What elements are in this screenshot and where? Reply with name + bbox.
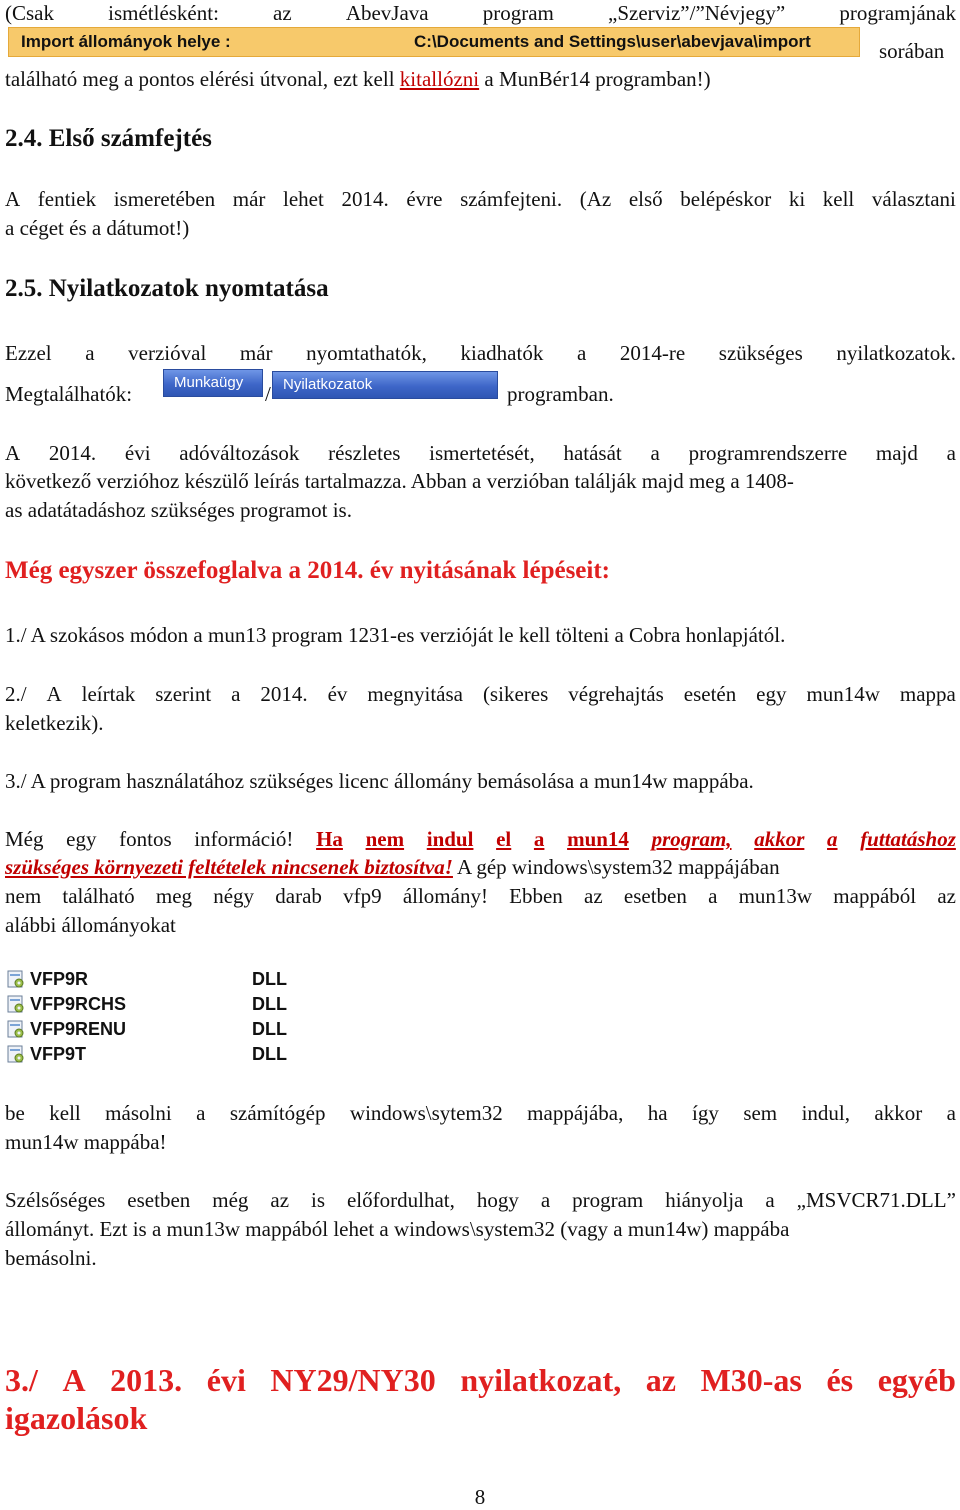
word: ismétlésként: [108, 1, 219, 25]
word: számítógép [229, 1101, 326, 1125]
word: vfp9 [343, 884, 382, 908]
word: A [5, 441, 21, 465]
word: „MSVCR71.DLL” [796, 1188, 956, 1212]
summary-heading: Még egyszer összefoglalva a 2014. év nyitásának lépéseit: [5, 557, 610, 584]
word: másolni [105, 1101, 172, 1125]
kitallozni-link[interactable]: kitallózni [399, 67, 480, 91]
word: is [311, 1188, 326, 1212]
word: szerint [155, 682, 212, 706]
word: szükséges [718, 341, 803, 365]
word: program [572, 1188, 644, 1212]
word: kell [49, 1101, 81, 1125]
dll-file-icon [6, 969, 26, 989]
important-line-2 [5, 854, 780, 880]
word: indul, [801, 1101, 850, 1125]
word: verzióval [128, 341, 207, 365]
link-word[interactable]: indul [426, 827, 474, 851]
word: számfejteni. [460, 187, 563, 211]
word: már [232, 187, 266, 211]
dll-file-icon [6, 1044, 26, 1064]
intro-line-1 [5, 0, 956, 26]
dll-file-icon [6, 1019, 26, 1039]
s24-line-2: a céget és a dátumot!) [5, 216, 190, 240]
word: található [62, 884, 135, 908]
word: 2014. [48, 441, 97, 465]
para1-line-1 [5, 440, 956, 466]
extreme-line-2: állományt. Ezt is a mun13w mappából lehet a windows\system32 (vagy a mun14w) mappába [5, 1217, 790, 1241]
word: a [765, 1188, 775, 1212]
nyilatkozatok-button[interactable]: Nyilatkozatok [272, 371, 498, 399]
file-ext: DLL [252, 994, 287, 1014]
word: Ezzel [5, 341, 52, 365]
file-ext: DLL [252, 969, 287, 989]
intro-line-3 [5, 66, 711, 92]
word: a [946, 1101, 956, 1125]
word: az [645, 1362, 676, 1398]
word: nyilatkozatok. [836, 341, 956, 365]
word: AbevJava [345, 1, 429, 25]
word: „Szerviz”/”Névjegy” [608, 1, 786, 25]
word: a [576, 341, 587, 365]
word: 2014-re [619, 341, 686, 365]
intro-line3-after: a MunBér14 programban!) [479, 67, 711, 91]
file-name: VFP9RENU [30, 1019, 127, 1039]
section-3-heading-line-1 [5, 1361, 956, 1399]
word: az [273, 1, 292, 25]
word: a [708, 884, 718, 908]
word: választani [871, 187, 956, 211]
important-line-4: alábbi állományokat [5, 913, 176, 937]
file-name: VFP9RCHS [30, 994, 127, 1014]
import-label: Import állományok helye : [21, 32, 231, 51]
word: fontos [119, 827, 172, 851]
word: a [231, 682, 241, 706]
word: windows\sytem32 [349, 1101, 503, 1125]
file-row[interactable] [6, 1017, 306, 1042]
word: kell [822, 187, 855, 211]
file-ext: DLL [252, 1019, 287, 1039]
after-files-line-2: mun14w mappába! [5, 1130, 167, 1154]
word: (Az [579, 187, 612, 211]
word: az [270, 1188, 290, 1212]
link-word[interactable]: program, [651, 827, 732, 851]
link-word[interactable]: a [827, 827, 838, 851]
word: első [628, 187, 663, 211]
word: egy [66, 827, 97, 851]
word: meg [155, 884, 193, 908]
word: esetben [623, 884, 687, 908]
para1-line-3: as adatátadáshoz szükséges programot is. [5, 498, 352, 522]
word: Szélsőséges [5, 1188, 106, 1212]
important-line-3 [5, 883, 956, 909]
file-row[interactable] [6, 1042, 306, 1067]
word: A [46, 682, 62, 706]
s25-line-1 [5, 340, 956, 366]
word: négy [213, 884, 255, 908]
word: mun14w [806, 682, 880, 706]
extreme-line-1 [5, 1187, 956, 1213]
word: belépéskor [680, 187, 772, 211]
word: állomány! [402, 884, 488, 908]
word: adóváltozások [179, 441, 300, 465]
word: (sikeres [482, 682, 549, 706]
page-number: 8 [474, 1485, 486, 1509]
link-word[interactable]: Ha [316, 827, 343, 851]
word: esetén [683, 682, 737, 706]
word: hogy [476, 1188, 519, 1212]
intro-soraban: sorában [879, 39, 945, 63]
word: 2014. [260, 682, 308, 706]
word: majd [875, 441, 918, 465]
word: A [62, 1362, 86, 1398]
word: megnyitása [367, 682, 463, 706]
heading-2-5: 2.5. Nyilatkozatok nyomtatása [5, 275, 329, 302]
word: az [584, 884, 603, 908]
step-2-line-1 [5, 681, 956, 707]
word: mappából [833, 884, 917, 908]
file-name: VFP9T [30, 1044, 87, 1064]
word: (Csak [5, 1, 54, 25]
link-word[interactable]: mun14 [567, 827, 629, 851]
word: leírtak [81, 682, 136, 706]
word: a [85, 341, 95, 365]
env-conditions-link[interactable]: szükséges környezeti feltételek nincsenek biztosítva! [5, 855, 453, 879]
word: mun13w [738, 884, 813, 908]
word: sem [743, 1101, 778, 1125]
word: programjának [839, 1, 956, 25]
word: 2014. [341, 187, 389, 211]
step-3: 3./ A program használatához szükséges licenc állomány bemásolása a mun14w mappába. [5, 769, 754, 793]
para1-line-2: következő verzióhoz készülő leírás tartalmazza. Abban a verzióban találják majd meg a 1408- [5, 469, 794, 493]
after-files-line-1 [5, 1100, 956, 1126]
link-word[interactable]: a [533, 827, 545, 851]
extreme-line-3: bemásolni. [5, 1246, 97, 1270]
word: fentiek [37, 187, 97, 211]
important-line-1 [5, 826, 956, 852]
dll-file-icon [6, 994, 26, 1014]
word: évre [406, 187, 443, 211]
word: 2./ [5, 682, 27, 706]
s25-programban: programban. [507, 382, 614, 406]
word: a [196, 1101, 206, 1125]
file-row[interactable] [6, 967, 306, 992]
word: NY29/NY30 [270, 1362, 436, 1398]
word: hiányolja [665, 1188, 744, 1212]
word: a [946, 441, 956, 465]
word: Ebben [509, 884, 563, 908]
word: Még [5, 827, 44, 851]
word: be [5, 1101, 25, 1125]
heading-2-4: 2.4. Első számfejtés [5, 125, 212, 152]
word: végrehajtás [568, 682, 664, 706]
link-word[interactable]: el [496, 827, 512, 851]
word: akkor [874, 1101, 923, 1125]
word: 3./ [5, 1362, 38, 1398]
word: mappájába, [527, 1101, 624, 1125]
word: még [212, 1188, 249, 1212]
import-path: C:\Documents and Settings\user\abevjava\import [414, 32, 811, 51]
import-path-bar [8, 27, 860, 57]
step-1: 1./ A szokásos módon a mun13 program 1231-es verzióját le kell tölteni a Cobra honlapjától. [5, 623, 786, 647]
word: ki [788, 187, 806, 211]
word: lehet [283, 187, 324, 211]
munkaugy-button[interactable]: Munkaügy [163, 369, 263, 397]
link-word[interactable]: nem [365, 827, 405, 851]
word: programrendszerre [688, 441, 848, 465]
word: részletes [328, 441, 401, 465]
word: az [937, 884, 956, 908]
file-name: VFP9R [30, 969, 89, 989]
word: évi [124, 441, 151, 465]
section-3-heading-line-2: igazolások [5, 1400, 148, 1436]
word: évi [206, 1362, 246, 1398]
link-word[interactable]: akkor [754, 827, 805, 851]
s24-line-1 [5, 186, 956, 212]
word: ha [647, 1101, 668, 1125]
word: hatását [563, 441, 622, 465]
slash: / [265, 382, 271, 406]
word: ismertetését, [429, 441, 535, 465]
word: előfordulhat, [346, 1188, 455, 1212]
word: egy [756, 682, 787, 706]
word: nyilatkozat, [460, 1362, 622, 1398]
file-ext: DLL [252, 1044, 287, 1064]
word: kiadhatók [460, 341, 544, 365]
word: M30-as [700, 1362, 802, 1398]
word: darab [275, 884, 322, 908]
word: év [327, 682, 348, 706]
word: mappa [899, 682, 956, 706]
intro-line3-before: található meg a pontos elérési útvonal, ezt kell [5, 67, 400, 91]
word: egyéb [877, 1362, 956, 1398]
word: nem [5, 884, 42, 908]
file-row[interactable] [6, 992, 306, 1017]
link-word[interactable]: futtatáshoz [860, 827, 956, 851]
word: és [826, 1362, 854, 1398]
word: esetben [127, 1188, 191, 1212]
step-2-line-2: keletkezik). [5, 711, 104, 735]
word: a [650, 441, 660, 465]
s25-megtalalhatok: Megtalálhatók: [5, 382, 133, 406]
word: információ! [194, 827, 294, 851]
word: így [692, 1101, 719, 1125]
word: már [239, 341, 273, 365]
important-line2-rest: A gép windows\system32 mappájában [452, 855, 780, 879]
word: 2013. [110, 1362, 183, 1398]
word: a [540, 1188, 551, 1212]
word: A [5, 187, 21, 211]
word: ismeretében [113, 187, 216, 211]
word: program [482, 1, 554, 25]
word: nyomtathatók, [306, 341, 427, 365]
